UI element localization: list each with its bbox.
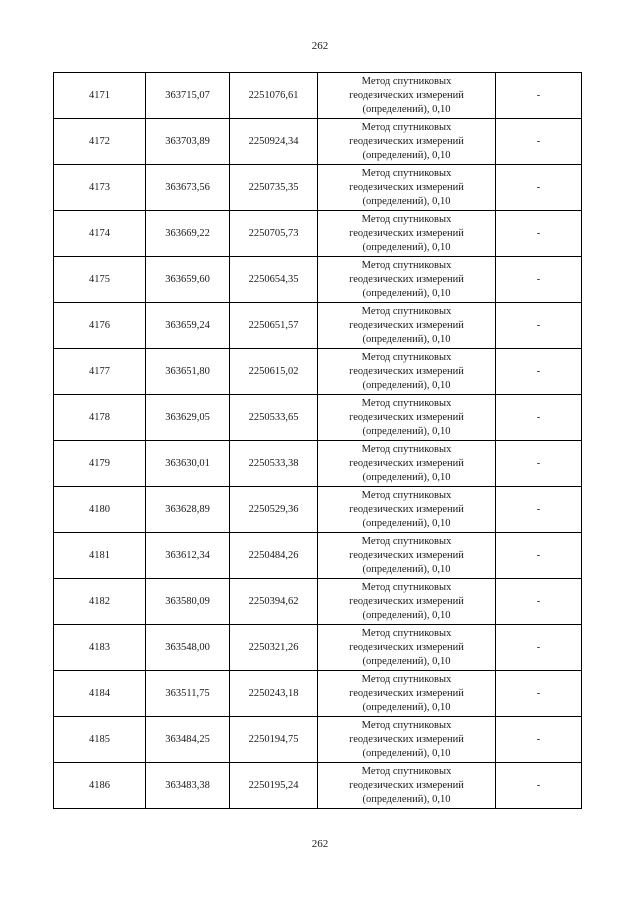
point-number-cell: 4184: [54, 671, 146, 717]
method-line: геодезических измерений: [349, 135, 464, 147]
point-number-cell: 4172: [54, 119, 146, 165]
method-line: (определений), 0,10: [362, 793, 451, 805]
table-row: [54, 625, 582, 671]
method-line: (определений), 0,10: [362, 241, 451, 253]
y-coordinate-cell: 2250654,35: [230, 257, 318, 303]
point-number-cell: 4186: [54, 763, 146, 809]
coordinates-table: [53, 72, 582, 809]
method-line: (определений), 0,10: [362, 287, 451, 299]
method-line: Метод спутниковых: [361, 581, 452, 593]
method-line: геодезических измерений: [349, 181, 464, 193]
y-coordinate-cell: 2250651,57: [230, 303, 318, 349]
table-row: [54, 579, 582, 625]
table-row: [54, 119, 582, 165]
note-cell: -: [496, 579, 582, 625]
x-coordinate-cell: 363628,89: [146, 487, 230, 533]
table-row: [54, 73, 582, 119]
point-number-cell: 4183: [54, 625, 146, 671]
y-coordinate-cell: 2250924,34: [230, 119, 318, 165]
note-cell: -: [496, 717, 582, 763]
method-cell: [318, 211, 496, 257]
method-line: геодезических измерений: [349, 641, 464, 653]
page-number-bottom: 262: [311, 838, 329, 850]
note-cell: -: [496, 763, 582, 809]
y-coordinate-cell: 2250394,62: [230, 579, 318, 625]
x-coordinate-cell: 363651,80: [146, 349, 230, 395]
note-cell: -: [496, 303, 582, 349]
method-cell: [318, 487, 496, 533]
method-line: (определений), 0,10: [362, 425, 451, 437]
point-number-cell: 4180: [54, 487, 146, 533]
method-line: (определений), 0,10: [362, 609, 451, 621]
table-row: [54, 211, 582, 257]
y-coordinate-cell: 2250705,73: [230, 211, 318, 257]
note-cell: -: [496, 395, 582, 441]
note-cell: -: [496, 671, 582, 717]
method-line: Метод спутниковых: [361, 765, 452, 777]
method-line: (определений), 0,10: [362, 379, 451, 391]
method-cell: [318, 441, 496, 487]
method-line: геодезических измерений: [349, 273, 464, 285]
point-number-cell: 4179: [54, 441, 146, 487]
method-cell: [318, 671, 496, 717]
point-number-cell: 4174: [54, 211, 146, 257]
y-coordinate-cell: 2250243,18: [230, 671, 318, 717]
x-coordinate-cell: 363659,60: [146, 257, 230, 303]
method-line: (определений), 0,10: [362, 471, 451, 483]
x-coordinate-cell: 363483,38: [146, 763, 230, 809]
y-coordinate-cell: 2250735,35: [230, 165, 318, 211]
method-line: геодезических измерений: [349, 687, 464, 699]
table-row: [54, 717, 582, 763]
method-line: Метод спутниковых: [361, 121, 452, 133]
point-number-cell: 4177: [54, 349, 146, 395]
y-coordinate-cell: 2250195,24: [230, 763, 318, 809]
coordinates-table-body: [54, 73, 582, 809]
y-coordinate-cell: 2250533,38: [230, 441, 318, 487]
x-coordinate-cell: 363612,34: [146, 533, 230, 579]
method-cell: [318, 579, 496, 625]
x-coordinate-cell: 363703,89: [146, 119, 230, 165]
method-cell: [318, 303, 496, 349]
x-coordinate-cell: 363580,09: [146, 579, 230, 625]
note-cell: -: [496, 119, 582, 165]
method-line: Метод спутниковых: [361, 305, 452, 317]
y-coordinate-cell: 2250615,02: [230, 349, 318, 395]
point-number-cell: 4178: [54, 395, 146, 441]
method-line: геодезических измерений: [349, 411, 464, 423]
method-cell: [318, 349, 496, 395]
method-line: Метод спутниковых: [361, 167, 452, 179]
x-coordinate-cell: 363630,01: [146, 441, 230, 487]
method-line: геодезических измерений: [349, 227, 464, 239]
method-line: геодезических измерений: [349, 503, 464, 515]
note-cell: -: [496, 257, 582, 303]
point-number-cell: 4182: [54, 579, 146, 625]
point-number-cell: 4175: [54, 257, 146, 303]
method-line: геодезических измерений: [349, 365, 464, 377]
method-cell: [318, 533, 496, 579]
method-line: Метод спутниковых: [361, 719, 452, 731]
method-line: геодезических измерений: [349, 595, 464, 607]
method-cell: [318, 395, 496, 441]
x-coordinate-cell: 363629,05: [146, 395, 230, 441]
method-line: Метод спутниковых: [361, 627, 452, 639]
method-line: (определений), 0,10: [362, 333, 451, 345]
method-cell: [318, 717, 496, 763]
method-cell: [318, 165, 496, 211]
method-line: геодезических измерений: [349, 319, 464, 331]
x-coordinate-cell: 363673,56: [146, 165, 230, 211]
point-number-cell: 4173: [54, 165, 146, 211]
method-line: Метод спутниковых: [361, 673, 452, 685]
method-cell: [318, 625, 496, 671]
method-line: Метод спутниковых: [361, 259, 452, 271]
page-number-top: 262: [311, 40, 329, 52]
y-coordinate-cell: 2250194,75: [230, 717, 318, 763]
method-line: Метод спутниковых: [361, 489, 452, 501]
method-line: (определений), 0,10: [362, 655, 451, 667]
x-coordinate-cell: 363484,25: [146, 717, 230, 763]
method-cell: [318, 257, 496, 303]
method-line: (определений), 0,10: [362, 563, 451, 575]
method-line: Метод спутниковых: [361, 213, 452, 225]
method-line: (определений), 0,10: [362, 747, 451, 759]
table-row: [54, 303, 582, 349]
method-cell: [318, 73, 496, 119]
point-number-cell: 4171: [54, 73, 146, 119]
note-cell: -: [496, 349, 582, 395]
note-cell: -: [496, 533, 582, 579]
method-line: геодезических измерений: [349, 89, 464, 101]
note-cell: -: [496, 625, 582, 671]
point-number-cell: 4181: [54, 533, 146, 579]
method-line: геодезических измерений: [349, 457, 464, 469]
note-cell: -: [496, 441, 582, 487]
table-row: [54, 441, 582, 487]
y-coordinate-cell: 2250321,26: [230, 625, 318, 671]
y-coordinate-cell: 2250533,65: [230, 395, 318, 441]
method-cell: [318, 763, 496, 809]
method-line: геодезических измерений: [349, 779, 464, 791]
note-cell: -: [496, 73, 582, 119]
x-coordinate-cell: 363659,24: [146, 303, 230, 349]
method-line: (определений), 0,10: [362, 103, 451, 115]
y-coordinate-cell: 2250484,26: [230, 533, 318, 579]
point-number-cell: 4176: [54, 303, 146, 349]
method-line: Метод спутниковых: [361, 75, 452, 87]
method-line: геодезических измерений: [349, 549, 464, 561]
method-line: Метод спутниковых: [361, 351, 452, 363]
method-line: (определений), 0,10: [362, 517, 451, 529]
table-row: [54, 165, 582, 211]
table-row: [54, 533, 582, 579]
method-line: (определений), 0,10: [362, 195, 451, 207]
note-cell: -: [496, 487, 582, 533]
table-row: [54, 349, 582, 395]
method-line: Метод спутниковых: [361, 443, 452, 455]
table-row: [54, 763, 582, 809]
x-coordinate-cell: 363511,75: [146, 671, 230, 717]
method-cell: [318, 119, 496, 165]
y-coordinate-cell: 2251076,61: [230, 73, 318, 119]
method-line: Метод спутниковых: [361, 397, 452, 409]
method-line: Метод спутниковых: [361, 535, 452, 547]
table-row: [54, 487, 582, 533]
table-row: [54, 671, 582, 717]
y-coordinate-cell: 2250529,36: [230, 487, 318, 533]
table-row: [54, 257, 582, 303]
x-coordinate-cell: 363669,22: [146, 211, 230, 257]
point-number-cell: 4185: [54, 717, 146, 763]
x-coordinate-cell: 363548,00: [146, 625, 230, 671]
method-line: (определений), 0,10: [362, 701, 451, 713]
table-row: [54, 395, 582, 441]
note-cell: -: [496, 211, 582, 257]
method-line: геодезических измерений: [349, 733, 464, 745]
method-line: (определений), 0,10: [362, 149, 451, 161]
x-coordinate-cell: 363715,07: [146, 73, 230, 119]
note-cell: -: [496, 165, 582, 211]
